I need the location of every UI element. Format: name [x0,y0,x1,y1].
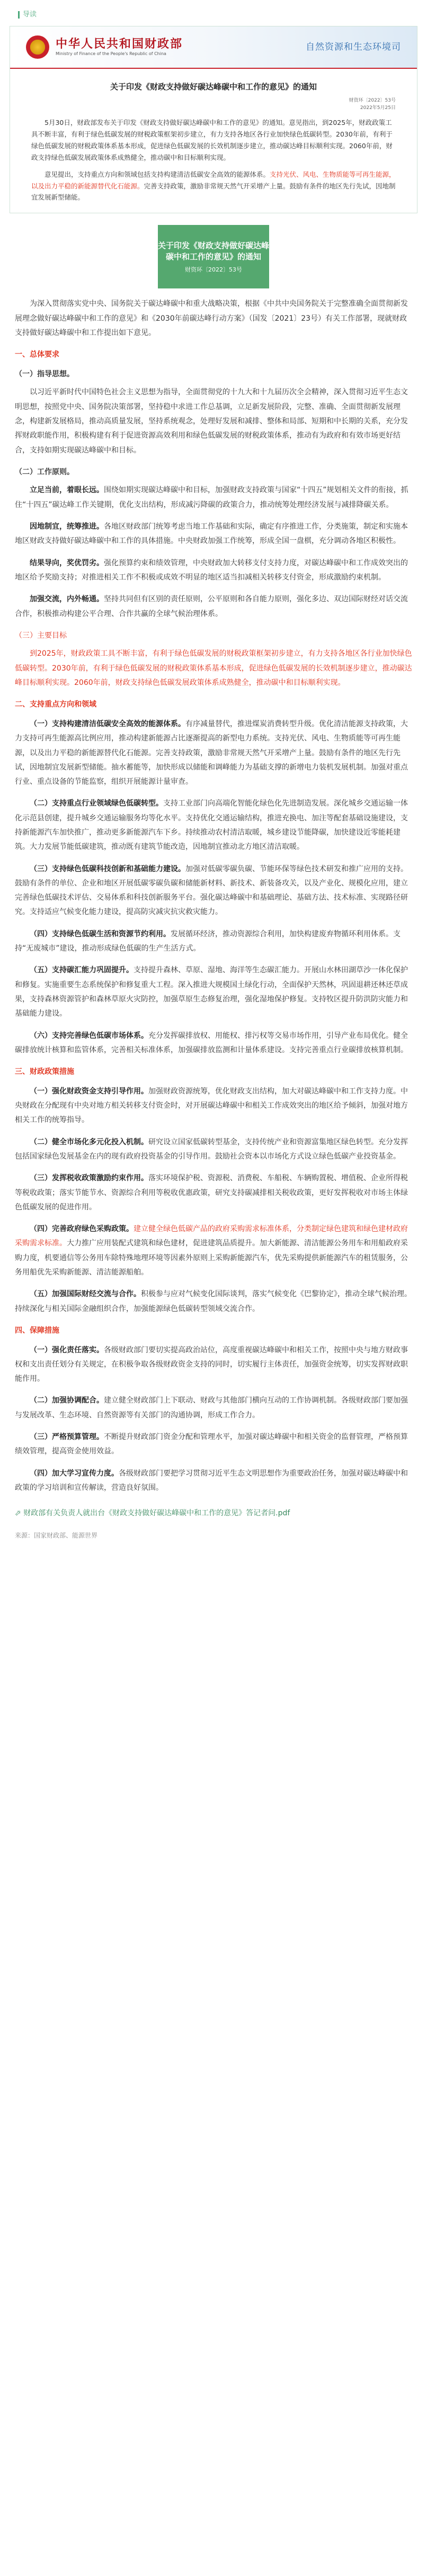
ministry-name-en: Ministry of Finance of the People's Republic of China [56,51,166,56]
section-tag [10,0,417,26]
notice-date: 2022年5月25日 [360,105,396,111]
item-title: （三）支持绿色低碳科技创新和基础能力建设。 [30,864,185,873]
ministry-name-cn: 中华人民共和国财政部 [56,37,183,51]
paragraph [10,520,417,549]
notice-title: 关于印发《财政支持做好碳达峰碳中和工作的意见》的通知 [110,82,317,92]
item-text: 各地区财政部门统筹考虑当地工作基础和实际，确定有序推进工作，分类施策，制定和实施本地区财政支持做好碳达峰碳中和工作的具体措施。中央财政加强工作统筹，形成全国一盘棋，充分调动各地区积极性。 [15,522,408,546]
notice-summary-2 [10,164,417,204]
section-heading: 二、支持重点方向和领域 [15,700,96,709]
paragraph [10,1430,417,1459]
tag-label: 导读 [23,11,37,19]
item-title: （一）强化财政资金支持引导作用。 [30,1087,148,1096]
banner-title: 关于印发《财政支持做好碳达峰碳中和工作的意见》的通知 [158,240,270,261]
item-text: 研究设立国家低碳转型基金，支持传统产业和资源富集地区绿色转型。充分发挥包括国家绿色发展基金在内的现有政府投资基金的引导作用。鼓励社会资本以市场化方式设立绿色低碳产业投资基金。 [15,1137,408,1161]
notice-document-image [10,26,417,214]
paragraph [10,1135,417,1164]
item-text: 强化预算约束和绩效管理，中央财政加大转移支付支持力度，对碳达峰碳中和工作成效突出的地区给予奖励支持；对推进相关工作不积极或成效不明显的地区适当扣减相关转移支付资金，形成激励约束机制。 [15,558,408,582]
paragraph: 以习近平新时代中国特色社会主义思想为指导，全面贯彻党的十九大和十九届历次全会精神，深入贯彻习近平生态文明思想，按照党中央、国务院决策部署，坚持稳中求进工作总基调，立足新发展阶段，完整、准确、全面贯彻新发展理念，构建新发展格局，推动高质量发展，坚持系统观念，处理好发展和减排、整体和局部、短期和中长期的关系，充分发挥财政职能作用，积极构建有利于促进资源高效利用和绿色低碳发展的财税政策体系，推动有为政府和有效市场更好结合，支持如期实现碳达峰碳中和目标。 [15,388,408,455]
section-heading: 一、总体要求 [15,350,59,359]
paragraph [10,1084,417,1128]
paragraph [10,483,417,512]
item-title: （四）完善政府绿色采购政策。 [30,1225,134,1234]
sub-heading: （一）指导思想。 [15,369,74,378]
item-title: （四）加大学习宣传力度。 [30,1469,119,1478]
paragraph-highlight [10,647,417,690]
paragraph [10,1029,417,1058]
ministry-header [10,26,417,69]
notice-number: 财资环〔2022〕53号 [349,98,396,104]
item-title: （五）支持碳汇能力巩固提升。 [30,966,134,975]
item-title: 立足当前，着眼长远。 [30,486,104,495]
item-title: 加强交流，内外畅通。 [30,595,104,604]
item-text: 大力推广应用装配式建筑和绿色建材，促进建筑品质提升。加大新能源、清洁能源公务用车和用船政府采购力度，机要通信等公务用车除特殊地理环境等因素外原则上采购新能源汽车，优先采购提供新能源汽车的租赁服务，公务用船优先采购新能源、清洁能源船舶。 [15,1239,408,1277]
highlight-text: 建立健全绿色低碳产品的政府采购需求标准体系，分类制定绿色建筑和绿色建材政府采购需求标准。 [15,1225,408,1248]
paragraph [10,1467,417,1496]
item-title: （三）严格预算管理。 [30,1432,104,1441]
section-heading: 三、财政政策措施 [15,1068,74,1077]
national-emblem-icon [26,35,49,59]
attachment-link[interactable] [15,1507,412,1520]
item-title: （六）支持完善绿色低碳市场体系。 [30,1031,148,1040]
item-text: 支持工业部门向高端化智能化绿色化先进制造发展。深化城乡交通运输一体化示范县创建，提升城乡交通运输服务均等化水平。支持优化交通运输结构，推进充换电、加注等配套基础设施建设，支持新能源汽车加快推广，推动更多新能源汽车下乡。持续推动农村清洁取暖，城乡建设节能降碳，加快建设近零能耗建筑。大力发展节能低碳建筑，推动既有建筑节能改造，因地制宜推动北方地区清洁取暖。 [15,799,408,852]
item-title: （二）健全市场化多元化投入机制。 [30,1137,148,1146]
item-title: （一）支持构建清洁低碳安全高效的能源体系。 [30,719,185,728]
item-text: 发展循环经济，推动资源综合利用，加快构建废弃物循环利用体系。支持“无废城市”建设，推动形成绿色低碳的生产生活方式。 [15,929,401,953]
paragraph [10,862,417,920]
item-title: （三）发挥税收政策激励约束作用。 [30,1174,148,1183]
paragraph [10,717,417,789]
item-text: 坚持共同但有区别的责任原则，公平原则和各自能力原则，强化多边、双边国际财经对话交流合作，积极推动构建公平合理、合作共赢的全球气候治理体系。 [15,595,408,618]
paragraph [10,1343,417,1387]
item-title: （二）支持重点行业领域绿色低碳转型。 [30,799,163,808]
item-text: 积极参与应对气候变化国际谈判，落实气候变化《巴黎协定》，推动全球气候治理。持续深化与相关国际金融组织合作，加强能源绿色低碳转型领域交流合作。 [15,1290,412,1313]
item-text: 加强对低碳零碳负碳、节能环保等绿色技术研发和推广应用的支持。鼓励有条件的单位、企业和地区开展低碳零碳负碳和储能新材料、新技术、新装备攻关，以及产业化、规模化应用，建立完善绿色低碳技术评估、交易体系和科技创新服务平台。强化碳达峰碳中和基础理论、基础方法、技术标准、实现路径研究。支持适应气候变化能力建设，提高防灾减灾抗灾救灾能力。 [15,864,408,917]
item-text: 建立健全财政部门上下联动、财政与其他部门横向互动的工作协调机制。各级财政部门要加强与发展改革、生态环境、自然资源等有关部门的沟通协调，形成工作合力。 [15,1396,408,1420]
attachment-link-text[interactable]: 财政部有关负责人就出台《财政支持做好碳达峰碳中和工作的意见》答记者问.pdf [23,1509,290,1518]
section-heading: 四、保障措施 [15,1326,59,1335]
sub-heading: （三）主要目标 [15,631,67,640]
source-note: 来源：国家财政部、能源世界 [15,1532,98,1540]
item-text: 各级财政部门要把学习贯彻习近平生态文明思想作为重要政治任务，加强对碳达峰碳中和政策的学习培训和宣传解读，营造良好氛围。 [15,1469,408,1492]
title-banner [158,225,269,288]
item-text: 有序减量替代，推进煤炭消费转型升级。优化清洁能源支持政策，大力支持可再生能源高比例应用，推动构建新能源占比逐渐提高的新型电力系统。支持光伏、风电、生物质能等可再生能源，以及出力平稳的新能源替代化石能源。完善支持政策，激励非常规天然气开采增产上量。鼓励有条件的地区先行先试，因地制宜发展新型储能。抽水蓄能等，加快形成以储能和调峰能力为基础支撑的新增电力装机发展机制。加强对重点行业、重点设备的节能监察，组织开展能源计量审查。 [15,719,408,787]
department-label: 自然资源和生态环境司 [306,41,401,52]
item-text: 围绕如期实现碳达峰碳中和目标，加强财政支持政策与国家“十四五”规划相关文件的衔接，抓住“十四五”碳达峰工作关键期，优化支出结构，形成减污降碳的政策合力，推动统筹处理经济发展与减排降碳关系。 [15,486,408,509]
notice-text: 完善支持政策，激励非常规天然气开采增产上量。鼓励有条件的地区先行先试，因地制宜发展新型储能。 [31,182,396,202]
tag-bar-icon [18,11,20,19]
paragraph [10,963,417,1021]
banner-doc-number: 财资环〔2022〕53号 [185,266,242,273]
item-title: （一）强化责任落实。 [30,1345,104,1354]
notice-text: 意见提出，支持重点方向和领域包括支持构建清洁低碳安全高效的能源体系。 [45,170,270,178]
intro-paragraph: 为深入贯彻落实党中央、国务院关于碳达峰碳中和重大战略决策，根据《中共中央国务院关于完整准确全面贯彻新发展理念做好碳达峰碳中和工作的意见》和《2030年前碳达峰行动方案》（国发〔2021〕23号）有关工作部署，现就财政支持做好碳达峰碳中和工作提出如下意见。 [15,300,408,337]
item-title: 结果导向，奖优罚劣。 [30,558,104,567]
item-title: （四）支持绿色低碳生活和资源节约利用。 [30,929,171,938]
paragraph [10,927,417,956]
item-title: （五）加强国际财经交流与合作。 [30,1290,141,1299]
link-arrow-icon: ⬀ [15,1509,24,1518]
item-text: 各级财政部门要切实提高政治站位，高度重视碳达峰碳中和相关工作，按照中央与地方财政事权和支出责任划分有关规定，在积极争取各级财政资金支持的同时，切实履行主体责任，加强资金统筹，切实发挥财政职能作用。 [15,1345,408,1384]
item-text: 加强财政资源统筹，优化财政支出结构，加大对碳达峰碳中和工作支持力度。中央财政在分配现有中央对地方相关转移支付资金时，对开展碳达峰碳中和相关工作成效突出的地区给予倾斜，加强对地方相关工作的统筹指导。 [15,1087,408,1125]
notice-meta [10,97,417,112]
item-text: 支持提升森林、草原、湿地、海洋等生态碳汇能力。开展山水林田湖草沙一体化保护和修复。实施重要生态系统保护和修复重大工程。深入推进大规模国土绿化行动，全面保护天然林，巩固退耕还林还草成果，支持森林资源管护和森林草原火灾防控，加强草原生态修复治理，强化湿地保护修复。支持牧区提升防洪防灾能力和基础能力建设。 [15,966,408,1018]
notice-highlight: 支持光伏、风电、生物质能等可再生能源，以及出力平稳的新能源替代化石能源。 [31,170,396,190]
item-title: （二）加强协调配合。 [30,1396,104,1405]
item-text: 充分发挥碳排放权、用能权、排污权等交易市场作用，引导产业布局优化。健全碳排放统计核算和监管体系，完善相关标准体系，加强碳排放监测和计量体系建设。支持完善重点行业碳排放核算机制。 [15,1031,408,1054]
paragraph [10,592,417,621]
notice-summary: 5月30日，财政部发布关于印发《财政支持做好碳达峰碳中和工作的意见》的通知。意见指出，到2025年，财政政策工具不断丰富，有利于绿色低碳发展的财税政策框架初步建立，有力支持各地区各行业加快绿色低碳转型。2030年前，有利于绿色低碳发展的财税政策体系基本形成，促进绿色低碳发展的长效机制逐步建立，推动碳达峰目标顺利实现。2060年前，财政支持绿色低碳发展政策体系成熟健全，推动碳中和目标顺利实现。 [31,119,393,161]
paragraph [10,1394,417,1423]
item-title: 因地制宜，统筹推进。 [30,522,104,531]
paragraph [10,1287,417,1316]
item-text: 不断提升财政部门资金分配和管理水平，加强对碳达峰碳中和相关资金的监督管理，严格预算绩效管理，提高资金使用效益。 [15,1432,408,1456]
highlight-text: 到2025年，财政政策工具不断丰富，有利于绿色低碳发展的财税政策框架初步建立，有力支持各地区各行业加快绿色低碳转型。2030年前，有利于绿色低碳发展的财税政策体系基本形成，促进绿色低碳发展的长效机制逐步建立，推动碳达峰目标顺利实现。2060年前，财政支持绿色低碳发展政策体系成熟健全，推动碳中和目标顺利实现。 [15,649,412,688]
paragraph [10,797,417,854]
paragraph [10,556,417,585]
item-text: 落实环境保护税、资源税、消费税、车船税、车辆购置税、增值税、企业所得税等税收政策；落实节能节水、资源综合利用等税收优惠政策，研究支持碳减排相关税收政策，更好发挥税收对市场主体绿色低碳发展的促进作用。 [15,1174,408,1212]
paragraph [10,1222,417,1280]
paragraph [10,1171,417,1215]
sub-heading: （二）工作原则。 [15,467,74,476]
